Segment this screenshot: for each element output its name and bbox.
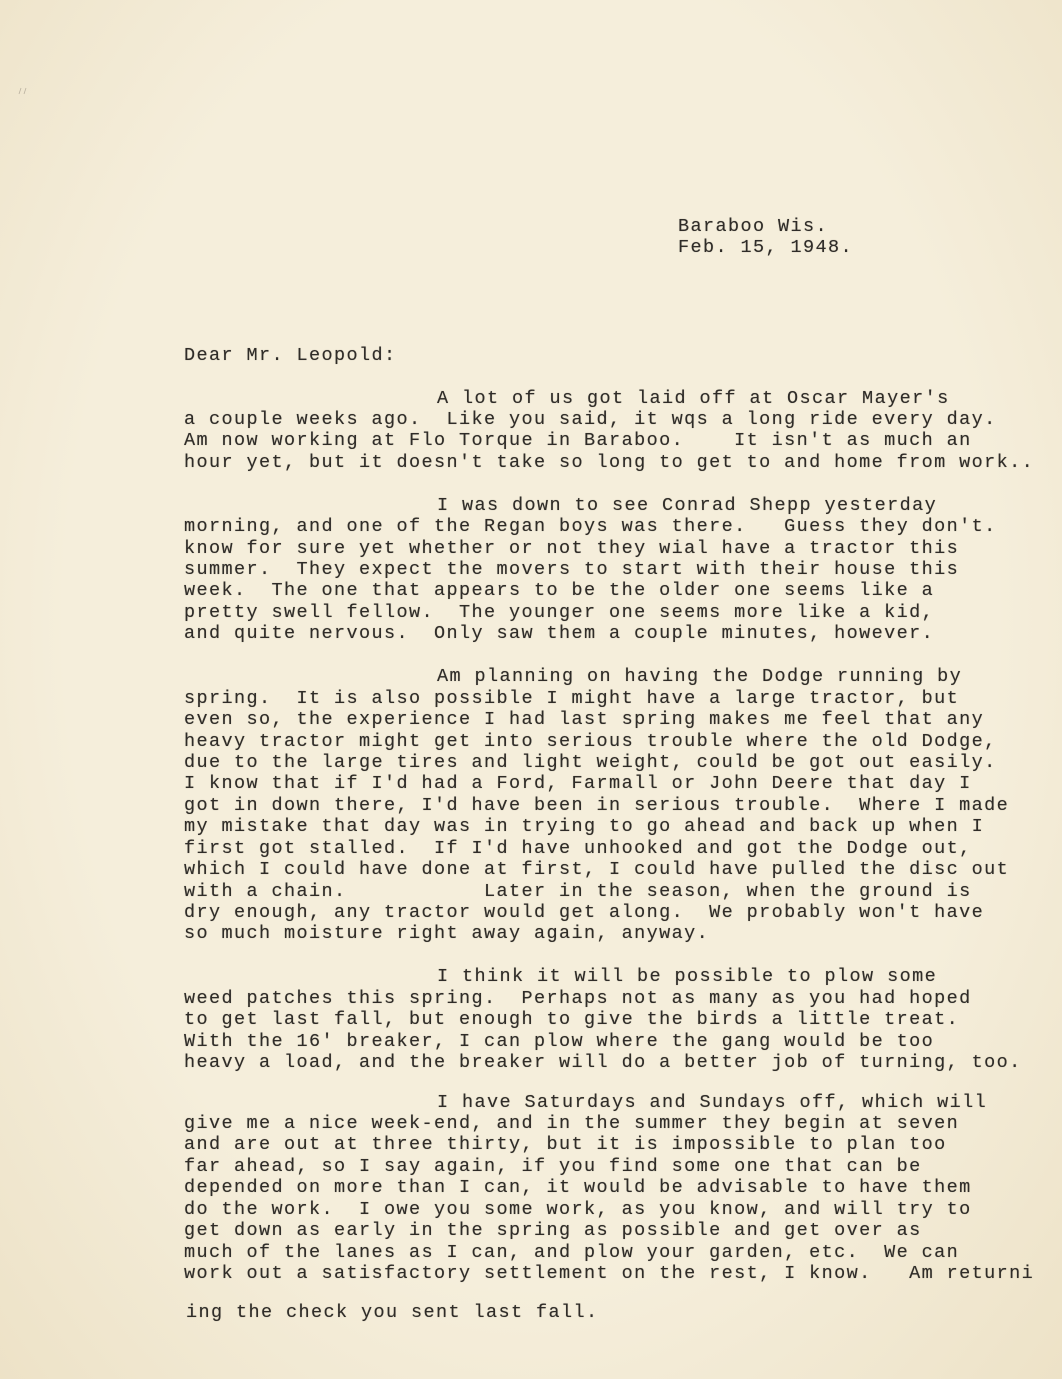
text-line: do the work. I owe you some work, as you know, and will try to	[184, 1198, 972, 1220]
text-line: give me a nice week-end, and in the summer they begin at seven	[184, 1112, 960, 1134]
text-line: depended on more than I can, it would be advisable to have them	[184, 1177, 972, 1199]
text-line: morning, and one of the Regan boys was there. Guess they don't.	[184, 516, 997, 538]
pencil-mark	[16, 86, 30, 96]
text-line: A lot of us got laid off at Oscar Mayer's	[437, 387, 950, 409]
text-line: due to the large tires and light weight, could be got out easily.	[184, 751, 997, 773]
paragraph-1	[184, 388, 1044, 474]
dateline	[678, 216, 1044, 259]
text-line: pretty swell fellow. The younger one seems more like a kid,	[184, 601, 935, 623]
paragraph-4	[184, 966, 1044, 1073]
text-line: know for sure yet whether or not they wial have a tractor this	[184, 537, 960, 559]
text-line: work out a satisfactory settlement on the rest, I know. Am returni	[184, 1263, 1035, 1285]
text-line: With the 16' breaker, I can plow where the gang would be too	[184, 1030, 935, 1052]
paragraph-3	[184, 666, 1044, 945]
text-line: and are out at three thirty, but it is impossible to plan too	[184, 1134, 947, 1156]
text-line: my mistake that day was in trying to go ahead and back up when I	[184, 816, 985, 838]
text-line: a couple weeks ago. Like you said, it wqs a long ride every day.	[184, 408, 997, 430]
text-line: I was down to see Conrad Shepp yesterday	[437, 494, 938, 516]
text-line: get down as early in the spring as possible and get over as	[184, 1220, 922, 1242]
text-line: dry enough, any tractor would get along. We probably won't have	[184, 902, 985, 924]
paragraph-5	[184, 1092, 1044, 1324]
text-line: heavy a load, and the breaker will do a better job of turning, too.	[184, 1052, 1022, 1074]
text-line: week. The one that appears to be the older one seems like a	[184, 580, 935, 602]
text-line: much of the lanes as I can, and plow your garden, etc. We can	[184, 1241, 960, 1263]
paragraph-2	[184, 495, 1044, 645]
salutation: Dear Mr. Leopold:	[184, 344, 397, 366]
text-line: hour yet, but it doesn't take so long to get to and home from work..	[184, 451, 1035, 473]
text-line: got in down there, I'd have been in serious trouble. Where I made	[184, 794, 1010, 816]
text-line: with a chain. Later in the season, when the ground is	[184, 880, 972, 902]
letter-body	[184, 216, 1044, 1324]
date-line: Feb. 15, 1948.	[678, 237, 854, 259]
text-line: Am now working at Flo Torque in Baraboo. It isn't as much an	[184, 430, 972, 452]
text-line: I think it will be possible to plow some	[437, 966, 938, 988]
text-line: first got stalled. If I'd have unhooked and got the Dodge out,	[184, 837, 972, 859]
text-line: ing the check you sent last fall.	[186, 1302, 599, 1324]
text-line: weed patches this spring. Perhaps not as many as you had hoped	[184, 987, 972, 1009]
text-line: and quite nervous. Only saw them a couple minutes, however.	[184, 623, 935, 645]
place-line: Baraboo Wis.	[678, 216, 829, 237]
text-line: Am planning on having the Dodge running by	[437, 666, 963, 688]
text-line: heavy tractor might get into serious trouble where the old Dodge,	[184, 730, 997, 752]
text-line: to get last fall, but enough to give the birds a little treat.	[184, 1009, 960, 1031]
text-line: which I could have done at first, I could have pulled the disc out	[184, 859, 1010, 881]
text-line: I know that if I'd had a Ford, Farmall or John Deere that day I	[184, 773, 972, 795]
text-line: far ahead, so I say again, if you find some one that can be	[184, 1155, 922, 1177]
text-line: I have Saturdays and Sundays off, which will	[437, 1091, 988, 1113]
text-line: even so, the experience I had last spring makes me feel that any	[184, 709, 985, 731]
text-line: so much moisture right away again, anyway.	[184, 923, 710, 945]
text-line: spring. It is also possible I might have a large tractor, but	[184, 687, 960, 709]
text-line: summer. They expect the movers to start with their house this	[184, 559, 960, 581]
